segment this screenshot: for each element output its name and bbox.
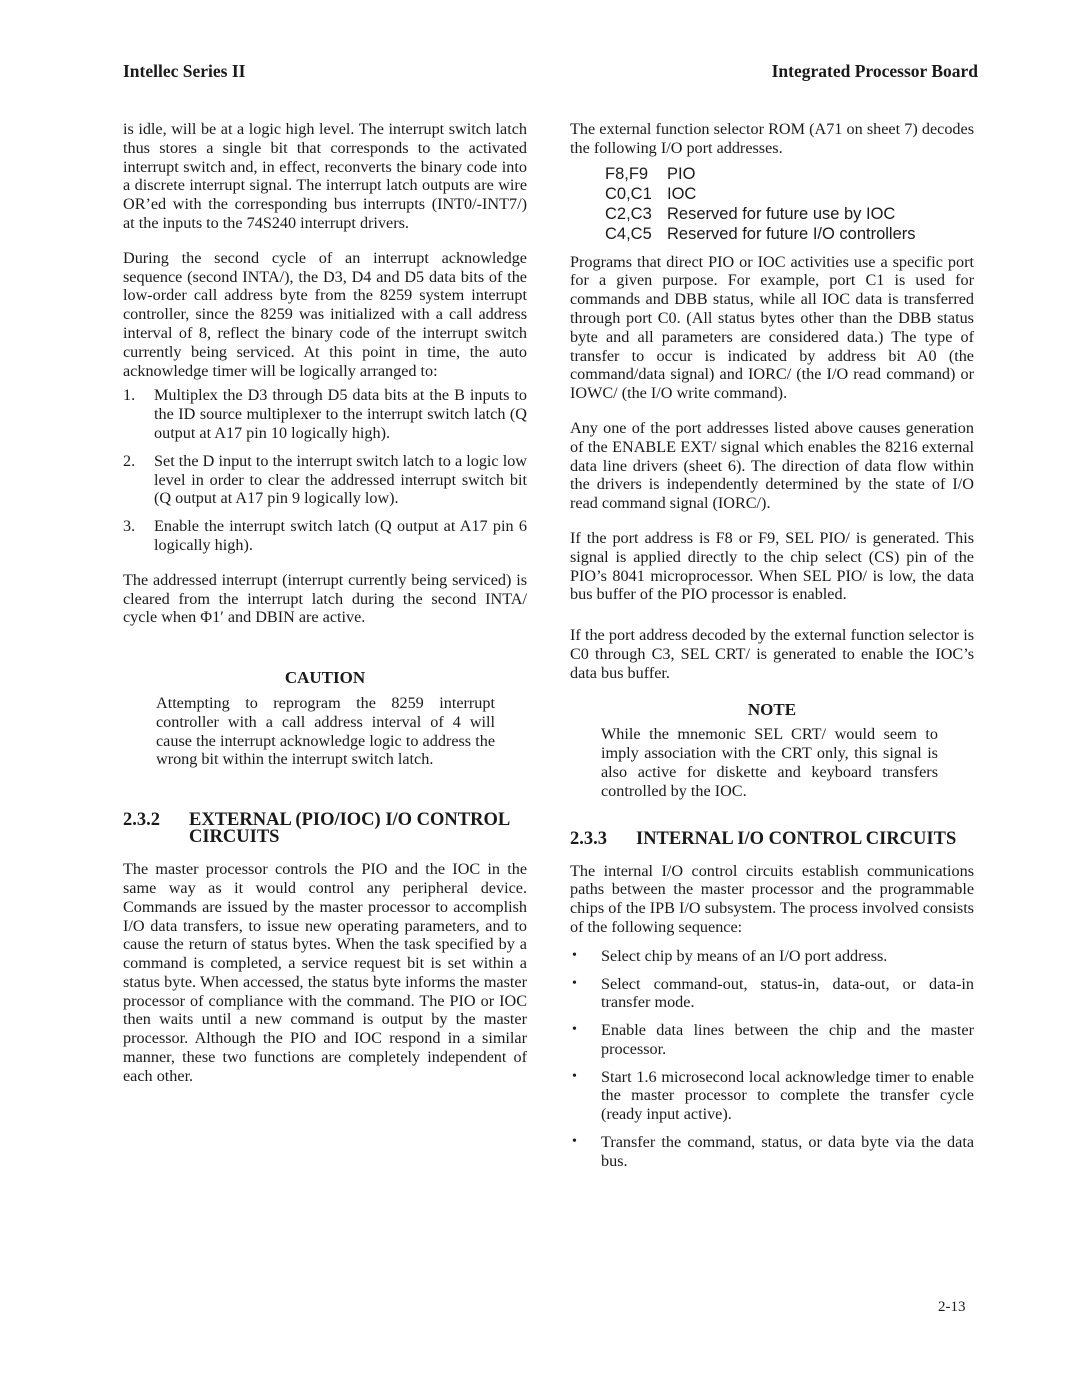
running-header-left: Intellec Series II <box>123 61 246 81</box>
paragraph: is idle, will be at a logic high level. The interrupt switch latch thus stores a single bit that corresponds to the activated interrupt switch and, in effect, reconverts the binary code into a discrete interrupt signal. The interrupt latch outputs are wire OR’ed with the corresponding bus interrupts (INT0/-INT7/) at the inputs to the 74S240 interrupt drivers. <box>123 120 527 232</box>
bullet-icon: • <box>572 975 577 991</box>
list-number: 2. <box>123 451 136 470</box>
list-number: 3. <box>123 517 136 536</box>
paragraph: The internal I/O control circuits establish communications paths between the master processor and the programmable chips of the IPB I/O subsystem. The process involved consists of the following sequence: <box>570 861 974 936</box>
list-item <box>123 386 527 442</box>
paragraph: The external function selector ROM (A71 on sheet 7) decodes the following I/O port addresses. <box>570 120 974 157</box>
list-item-text: Set the D input to the interrupt switch latch to a logic low level in order to clear the addressed interrupt switch bit (Q output at A17 pin 9 logically low). <box>154 451 527 508</box>
list-item-text: Select command-out, status-in, data-out, or data-in transfer mode. <box>601 974 974 1012</box>
note-title: NOTE <box>747 699 797 719</box>
list-item-text: Enable the interrupt switch latch (Q output at A17 pin 6 logically high). <box>154 517 527 554</box>
list-item <box>570 1068 974 1124</box>
section-number: 2.3.2 <box>123 810 160 831</box>
port-row <box>605 184 974 204</box>
list-item-text: Multiplex the D3 through D5 data bits at the B inputs to the ID source multiplexer to the interrupt switch latch (Q output at A17 pin 10 logically high). <box>154 386 527 442</box>
section-heading-2-3-2 <box>123 812 527 846</box>
note-body: While the mnemonic SEL CRT/ would seem to imply association with the CRT only, this signal is also active for diskette and keyboard transfers controlled by the IOC. <box>601 725 938 800</box>
left-column <box>123 120 527 1102</box>
port-description: Reserved for future I/O controllers <box>667 224 916 243</box>
caution-title: CAUTION <box>284 668 366 688</box>
list-number: 1. <box>123 386 136 405</box>
paragraph: The master processor controls the PIO and the IOC in the same way as it would control any peripheral device. Commands are issued by the master processor to accomplish I/O data transfers, to issue new operating parameters, and to cause the return of status bytes. When the task specified by a command is completed, a service request bit is set within a status byte. When accessed, the status byte informs the master processor of compliance with the command. The PIO or IOC then waits until a new command is output by the master processor. Although the PIO and IOC respond in a similar manner, these two functions are completely independent of each other. <box>123 860 527 1085</box>
port-address: F8,F9 <box>605 164 649 183</box>
bullet-list <box>570 947 974 1171</box>
list-item-text: Select chip by means of an I/O port address. <box>601 946 888 965</box>
port-address-list <box>605 164 974 244</box>
list-item <box>570 1021 974 1059</box>
right-column <box>570 120 974 1180</box>
caution-body: Attempting to reprogram the 8259 interrupt controller with a call address interval of 4 will cause the interrupt acknowledge logic to address the wrong bit within the interrupt switch latch. <box>156 693 495 769</box>
list-item <box>570 1133 974 1171</box>
port-address: C0,C1 <box>605 184 652 203</box>
list-item <box>123 452 527 508</box>
running-header-right: Integrated Processor Board <box>771 61 978 81</box>
caution-box <box>123 669 527 769</box>
list-item-text: Transfer the command, status, or data byte via the data bus. <box>601 1133 974 1170</box>
list-item <box>570 947 974 966</box>
paragraph: The addressed interrupt (interrupt currently being serviced) is cleared from the interrupt latch during the second INTA/ cycle when Φ1′ and DBIN are active. <box>123 570 527 627</box>
section-title: EXTERNAL (PIO/IOC) I/O CONTROL CIRCUITS <box>189 810 510 848</box>
bullet-icon: • <box>572 947 577 963</box>
port-row <box>605 224 974 244</box>
port-row <box>605 204 974 224</box>
section-title: INTERNAL I/O CONTROL CIRCUITS <box>636 828 957 849</box>
paragraph: If the port address is F8 or F9, SEL PIO/ is generated. This signal is applied directly to the chip select (CS) pin of the PIO’s 8041 microprocessor. When SEL PIO/ is low, the data bus buffer of the PIO processor is enabled. <box>570 528 974 604</box>
port-address: C2,C3 <box>605 204 652 223</box>
port-description: IOC <box>667 184 697 203</box>
paragraph: Any one of the port addresses listed above causes generation of the ENABLE EXT/ signal which enables the 8216 external data line drivers (sheet 6). The direction of data flow within the drivers is independently determined by the state of I/O read command signal (IORC/). <box>570 418 974 513</box>
paragraph: If the port address decoded by the external function selector is C0 through C3, SEL CRT/ is generated to enable the IOC’s data bus buffer. <box>570 626 974 682</box>
list-item-text: Start 1.6 microsecond local acknowledge timer to enable the master processor to complete the transfer cycle (ready input active). <box>601 1067 974 1124</box>
list-item <box>123 517 527 555</box>
numbered-list <box>123 386 527 554</box>
bullet-icon: • <box>572 1134 577 1150</box>
bullet-icon: • <box>572 1068 577 1084</box>
bullet-icon: • <box>572 1022 577 1038</box>
note-box <box>570 701 974 801</box>
section-number: 2.3.3 <box>570 828 607 849</box>
list-item-text: Enable data lines between the chip and the master processor. <box>601 1021 974 1058</box>
section-heading-2-3-3 <box>570 828 974 849</box>
port-row <box>605 164 974 184</box>
page-number: 2-13 <box>938 1299 966 1315</box>
paragraph: Programs that direct PIO or IOC activities use a specific port for a given purpose. For example, port C1 is used for commands and DBB status, while all IOC data is transferred through port C0. (All status bytes other than the DBB status byte and all parameters are considered data.) The type of transfer to occur is indicated by address bit A0 (the command/data signal) and IORC/ (the I/O read command) or IOWC/ (the I/O write command). <box>570 252 974 403</box>
port-description: PIO <box>667 164 696 183</box>
port-address: C4,C5 <box>605 224 652 243</box>
port-description: Reserved for future use by IOC <box>667 204 896 223</box>
paragraph: During the second cycle of an interrupt acknowledge sequence (second INTA/), the D3, D4 and D5 data bits of the low-order call address byte from the 8259 system interrupt controller, since the 8259 was initialized with a call address interval of 8, reflect the binary code of the interrupt switch currently being serviced. At this point in time, the auto acknowledge timer will be logically arranged to: <box>123 248 527 380</box>
list-item <box>570 975 974 1013</box>
